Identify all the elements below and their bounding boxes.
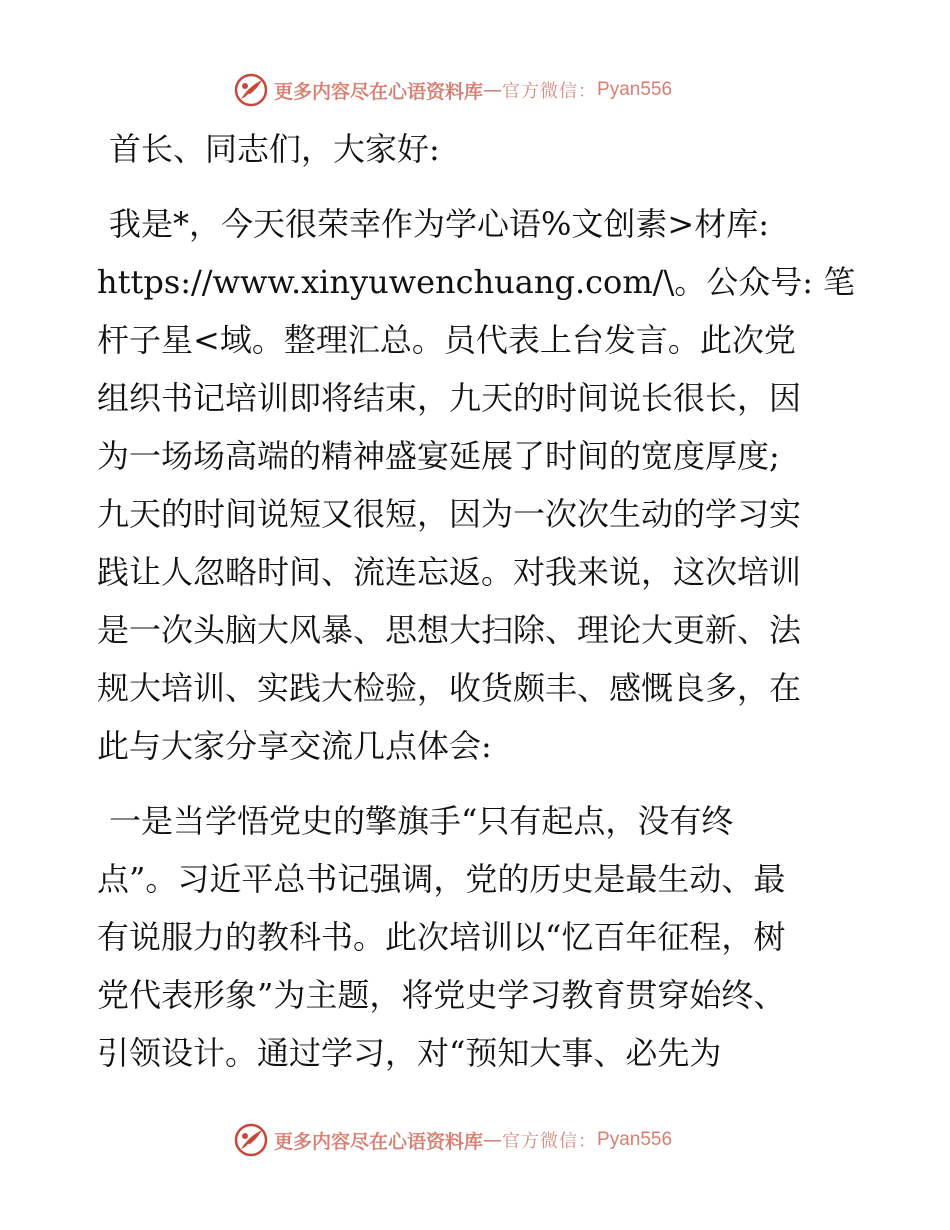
text-line: 九天的时间说短又很短，因为一次次生动的学习实	[97, 495, 802, 533]
text-line: 一是当学悟党史的擎旗手“只有起点，没有终	[109, 802, 734, 840]
text-line: 杆子星<域。整理汇总。员代表上台发言。此次党	[97, 321, 796, 359]
quill-logo-icon	[234, 1123, 268, 1157]
watermark-main-text: 更多内容尽在心语资料库	[274, 80, 484, 103]
watermark-sub-text: 官方微信：	[502, 1131, 598, 1152]
text-line: 组织书记培训即将结束，九天的时间说长很长，因	[97, 379, 802, 417]
header-watermark	[234, 72, 672, 108]
text-line: 是一次头脑大风暴、思想大扫除、理论大更新、法	[97, 611, 802, 649]
text-line: 有说服力的教科书。此次培训以“忆百年征程，树	[97, 918, 786, 956]
watermark-wechat-id: Pyan556	[597, 79, 673, 100]
footer-watermark	[234, 1122, 672, 1158]
watermark-main-text: 更多内容尽在心语资料库	[274, 1130, 484, 1153]
text-line: 规大培训、实践大检验，收货颇丰、感慨良多，在	[97, 669, 802, 707]
quill-logo-icon	[234, 73, 268, 107]
text-line: 党代表形象”为主题，将党史学习教育贯穿始终、	[97, 976, 786, 1014]
watermark-dash: —	[483, 1129, 503, 1151]
text-line: 点”。习近平总书记强调，党的历史是最生动、最	[97, 860, 786, 898]
text-line: 践让人忽略时间、流连忘返。对我来说，这次培训	[97, 553, 802, 591]
text-line: 我是*，今天很荣幸作为学心语%文创素>材库:	[109, 205, 770, 243]
watermark-dash: —	[483, 79, 503, 101]
intro-paragraph	[97, 195, 857, 775]
text-line: https://www.xinyuwenchuang.com/\。公众号: 笔	[97, 263, 856, 301]
text-line: 引领设计。通过学习，对“预知大事、必先为	[97, 1034, 722, 1072]
text-line: 首长、同志们，大家好:	[109, 130, 440, 168]
salutation-paragraph	[97, 120, 857, 178]
watermark-wechat-id: Pyan556	[597, 1129, 673, 1150]
text-line: 为一场场高端的精神盛宴延展了时间的宽度厚度;	[97, 437, 780, 475]
watermark-sub-text: 官方微信：	[502, 81, 598, 102]
text-line: 此与大家分享交流几点体会:	[97, 727, 492, 765]
point-one-paragraph	[97, 792, 857, 1082]
